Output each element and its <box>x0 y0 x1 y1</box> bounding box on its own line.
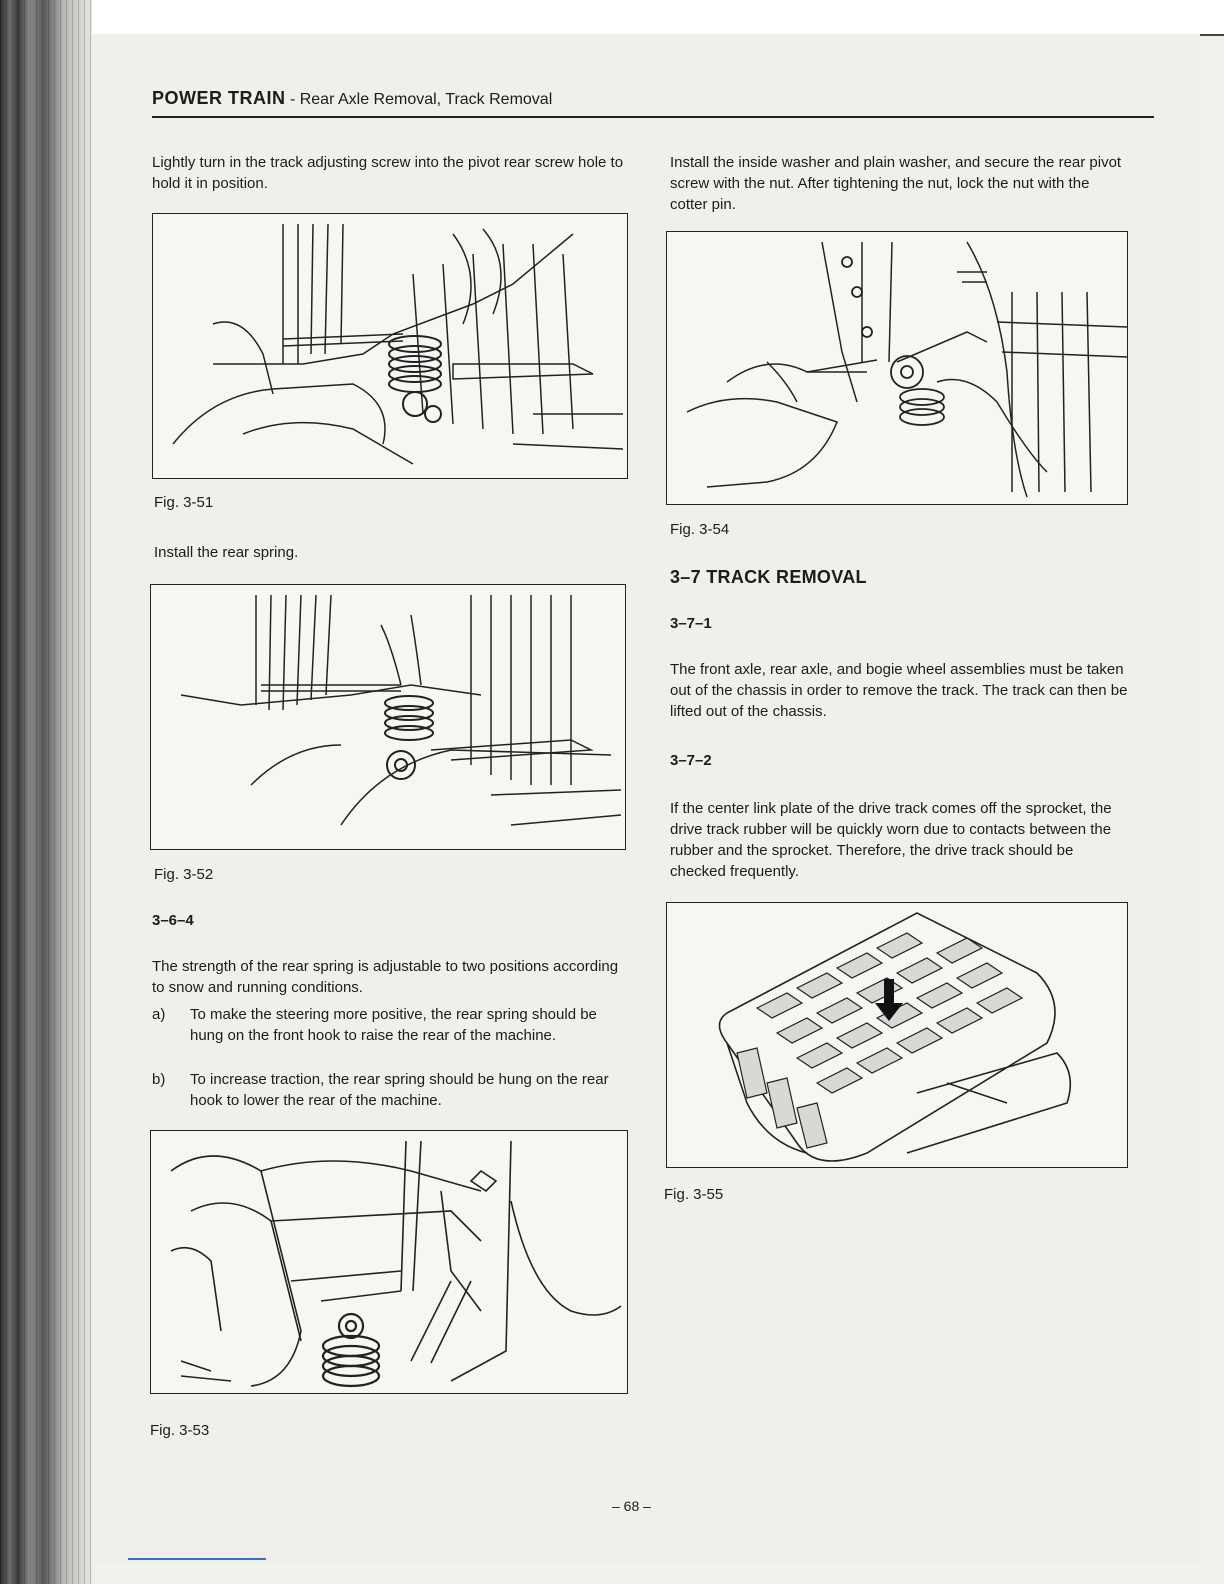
page-number: – 68 – <box>612 1498 651 1514</box>
left-intro-paragraph: Lightly turn in the track adjusting screw into the pivot rear screw hole to hold it in position. <box>152 154 624 192</box>
list-text-b: To increase traction, the rear spring should be hung on the rear hook to lower the rear of the machine. <box>190 1071 609 1109</box>
header-section-title: POWER TRAIN <box>152 88 286 108</box>
header-rule <box>152 116 1154 118</box>
fig-3-55-illustration <box>667 903 1127 1167</box>
page-header <box>152 88 1154 109</box>
fig-3-51-illustration <box>153 214 627 478</box>
header-subtitle: - Rear Axle Removal, Track Removal <box>285 91 553 108</box>
fig-3-52-illustration <box>151 585 625 849</box>
figure-3-52 <box>150 584 626 850</box>
figure-3-53 <box>150 1130 628 1394</box>
blue-underline-artifact <box>128 1558 266 1560</box>
install-rear-spring-text: Install the rear spring. <box>154 544 299 561</box>
figure-3-54 <box>666 231 1128 505</box>
spring-strength-paragraph: The strength of the rear spring is adjustable to two positions according to snow and running conditions. <box>152 958 619 996</box>
list-item-a <box>152 1004 630 1067</box>
list-item-b <box>152 1069 630 1111</box>
subhead-3-7-2: 3–7–2 <box>670 752 712 769</box>
list-text-a: To make the steering more positive, the rear spring should be hung on the front hook to raise the rear of the machine. <box>190 1006 597 1044</box>
figure-3-55 <box>666 902 1128 1168</box>
subhead-3-6-4: 3–6–4 <box>152 912 194 929</box>
fig-3-54-illustration <box>667 232 1127 504</box>
fig-3-53-caption: Fig. 3-53 <box>150 1422 210 1439</box>
binding-page-edges <box>0 0 92 1584</box>
page-top-edge <box>92 0 1224 36</box>
list-marker-a: a) <box>152 1006 166 1023</box>
fig-3-51-caption: Fig. 3-51 <box>154 494 214 511</box>
paragraph-3-7-1: The front axle, rear axle, and bogie wheel assemblies must be taken out of the chassis in order to remove the track. The track can then be lifted out of the chassis. <box>670 661 1128 720</box>
subhead-3-7-1: 3–7–1 <box>670 615 712 632</box>
fig-3-52-caption: Fig. 3-52 <box>154 866 214 883</box>
fig-3-53-illustration <box>151 1131 627 1393</box>
paragraph-3-7-2: If the center link plate of the drive track comes off the sprocket, the drive track rubber will be quickly worn due to contacts between the rubber and the sprocket. Therefore, the drive track should be checked frequently. <box>670 800 1112 880</box>
section-title-track-removal: 3–7 TRACK REMOVAL <box>670 567 867 587</box>
list-marker-b: b) <box>152 1071 166 1088</box>
fig-3-54-caption: Fig. 3-54 <box>670 521 730 538</box>
figure-3-51 <box>152 213 628 479</box>
right-intro-paragraph: Install the inside washer and plain washer, and secure the rear pivot screw with the nut. After tightening the nut, lock the nut with the cotter pin. <box>670 154 1122 213</box>
fig-3-55-caption: Fig. 3-55 <box>664 1186 724 1203</box>
